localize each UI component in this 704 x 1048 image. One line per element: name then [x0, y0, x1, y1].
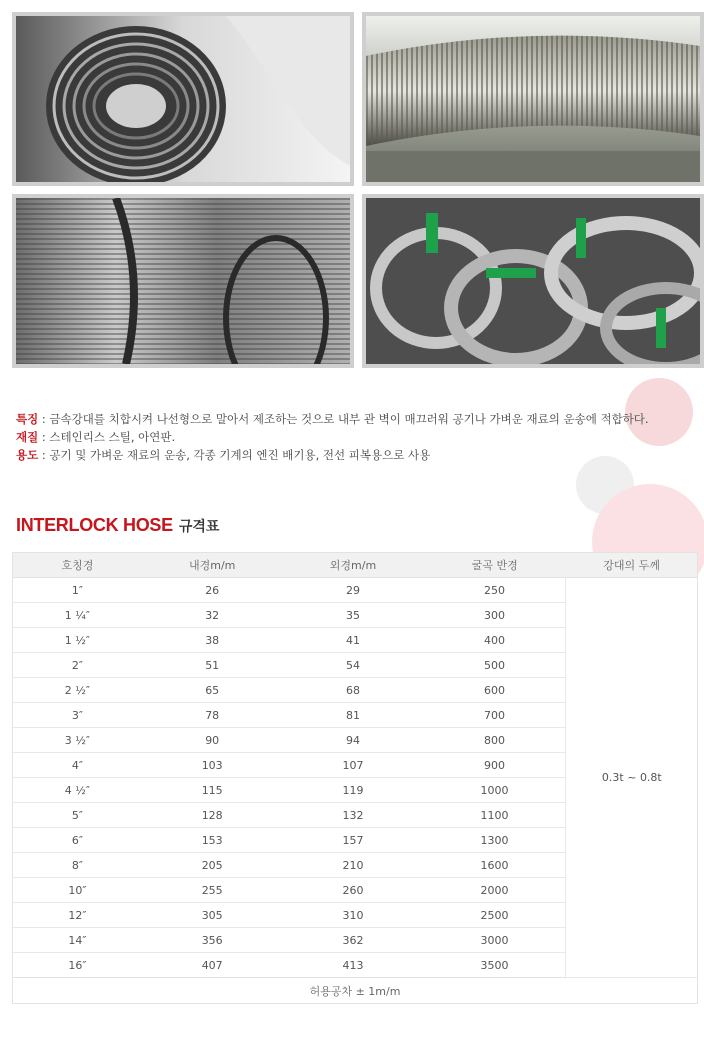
- cell-bend-radius: 500: [424, 653, 566, 678]
- cell-inner-diameter: 90: [142, 728, 282, 753]
- feature-text: 금속강대를 치합시켜 나선형으로 말아서 제조하는 것으로 내부 관 벽이 매끄러워 공기나 가벼운 재료의 운송에 적합하다.: [49, 412, 649, 426]
- cell-nominal-size: 4 ½″: [13, 778, 143, 803]
- feature-separator: :: [38, 448, 50, 462]
- cell-bend-radius: 1000: [424, 778, 566, 803]
- feature-separator: :: [38, 412, 50, 426]
- cell-bend-radius: 1600: [424, 853, 566, 878]
- cell-nominal-size: 14″: [13, 928, 143, 953]
- cell-nominal-size: 1 ½″: [13, 628, 143, 653]
- photo-hose-bundles: [362, 194, 704, 368]
- feature-line-material: [16, 428, 649, 446]
- cell-outer-diameter: 119: [282, 778, 424, 803]
- header-nominal-size: 호칭경: [13, 553, 143, 578]
- cell-bend-radius: 900: [424, 753, 566, 778]
- cell-inner-diameter: 38: [142, 628, 282, 653]
- cell-nominal-size: 10″: [13, 878, 143, 903]
- cell-inner-diameter: 103: [142, 753, 282, 778]
- product-features: [16, 410, 649, 464]
- feature-key: 재질: [16, 430, 39, 444]
- cell-nominal-size: 2 ½″: [13, 678, 143, 703]
- cell-inner-diameter: 32: [142, 603, 282, 628]
- heading-korean: 규격표: [178, 519, 220, 535]
- cell-bend-radius: 700: [424, 703, 566, 728]
- cell-nominal-size: 6″: [13, 828, 143, 853]
- cell-bend-radius: 3500: [480, 958, 509, 972]
- cell-outer-diameter: 362: [282, 928, 424, 953]
- cell-outer-diameter: 81: [282, 703, 424, 728]
- cell-inner-diameter: 78: [142, 703, 282, 728]
- feature-separator: :: [38, 430, 50, 444]
- cell-nominal-size: 1″: [13, 578, 143, 603]
- cell-nominal-size: 5″: [13, 803, 143, 828]
- cell-outer-diameter: 310: [282, 903, 424, 928]
- table-header-row: [13, 553, 698, 578]
- cell-strip-thickness: 0.3t ~ 0.8t: [566, 578, 698, 978]
- cell-outer-diameter: 157: [282, 828, 424, 853]
- table-row: [13, 578, 698, 603]
- cell-bend-radius: 300: [424, 603, 566, 628]
- cell-outer-diameter: 107: [282, 753, 424, 778]
- cell-inner-diameter: 51: [142, 653, 282, 678]
- cell-outer-diameter: 29: [282, 578, 424, 603]
- cell-inner-diameter: 407: [201, 958, 223, 972]
- cell-outer-diameter: 35: [282, 603, 424, 628]
- cell-nominal-size: 3 ½″: [13, 728, 143, 753]
- header-inner-diameter: 내경m/m: [142, 553, 282, 578]
- cell-nominal-size: 8″: [13, 853, 143, 878]
- feature-line-usage: [16, 446, 649, 464]
- feature-key: 특징: [16, 412, 39, 426]
- cell-inner-diameter: 205: [142, 853, 282, 878]
- cell-inner-diameter: 305: [142, 903, 282, 928]
- cell-nominal-size: 2″: [13, 653, 143, 678]
- header-outer-diameter: 외경m/m: [282, 553, 424, 578]
- cell-inner-diameter: 356: [142, 928, 282, 953]
- feature-line-characteristic: [16, 410, 649, 428]
- cell-nominal-size: 16″: [68, 958, 87, 972]
- cell-outer-diameter: 68: [282, 678, 424, 703]
- section-heading: [16, 515, 219, 536]
- table-footer-row: [13, 978, 698, 1004]
- cell-nominal-size: 3″: [13, 703, 143, 728]
- cell-inner-diameter: 255: [142, 878, 282, 903]
- cell-bend-radius: 400: [424, 628, 566, 653]
- photo-hoses-stacked: [12, 194, 354, 368]
- photo-hose-coil: [362, 12, 704, 186]
- cell-bend-radius: 2500: [424, 903, 566, 928]
- photo-hose-interior: [12, 12, 354, 186]
- feature-key: 용도: [16, 448, 39, 462]
- cell-inner-diameter: 115: [142, 778, 282, 803]
- cell-bend-radius: 600: [424, 678, 566, 703]
- spec-table: [12, 552, 698, 1004]
- cell-outer-diameter: 260: [282, 878, 424, 903]
- cell-inner-diameter: 65: [142, 678, 282, 703]
- cell-nominal-size: 12″: [13, 903, 143, 928]
- feature-text: 공기 및 가벼운 재료의 운송, 각종 기계의 엔진 배기용, 전선 피복용으로 사용: [49, 448, 431, 462]
- cell-bend-radius: 1100: [424, 803, 566, 828]
- tolerance-note: 허용공차 ± 1m/m: [13, 978, 698, 1004]
- cell-nominal-size: 4″: [13, 753, 143, 778]
- heading-english: INTERLOCK HOSE: [16, 515, 173, 535]
- cell-bend-radius: 800: [424, 728, 566, 753]
- cell-bend-radius: 1300: [424, 828, 566, 853]
- cell-nominal-size: 1 ¼″: [13, 603, 143, 628]
- feature-text: 스테인리스 스틸, 아연판.: [49, 430, 176, 444]
- cell-inner-diameter: 153: [142, 828, 282, 853]
- cell-outer-diameter: 54: [282, 653, 424, 678]
- cell-outer-diameter: 210: [282, 853, 424, 878]
- cell-bend-radius: 250: [424, 578, 566, 603]
- cell-inner-diameter: 26: [142, 578, 282, 603]
- cell-outer-diameter: 41: [282, 628, 424, 653]
- header-bend-radius: 굴곡 반경: [424, 553, 566, 578]
- cell-outer-diameter: 132: [282, 803, 424, 828]
- cell-bend-radius: 2000: [424, 878, 566, 903]
- table-body: [13, 578, 698, 978]
- cell-inner-diameter: 128: [142, 803, 282, 828]
- header-strip-thickness: 강대의 두께: [566, 553, 698, 578]
- cell-outer-diameter: 413: [342, 958, 364, 972]
- cell-bend-radius: 3000: [424, 928, 566, 953]
- cell-outer-diameter: 94: [282, 728, 424, 753]
